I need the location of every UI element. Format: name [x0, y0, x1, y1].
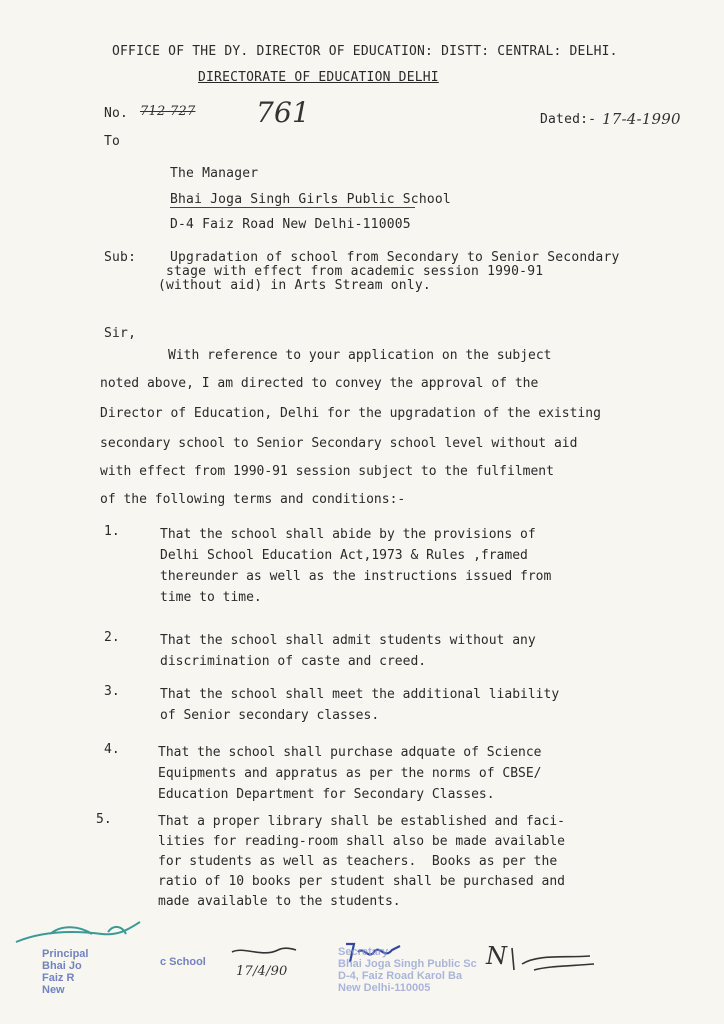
ref-no-struck: 712-727 — [140, 104, 196, 119]
subject-line-3: (without aid) in Arts Stream only. — [158, 278, 431, 293]
directorate-heading: DIRECTORATE OF EDUCATION DELHI — [198, 70, 439, 85]
condition-number: 5. — [96, 812, 112, 827]
handwritten-scribble — [508, 944, 598, 974]
body-line: with effect from 1990-91 session subject to the fulfilment — [100, 464, 554, 479]
subject-label: Sub: — [104, 250, 137, 265]
ref-no-label: No. — [104, 106, 129, 121]
handwritten-date: 17/4/90 — [236, 964, 288, 979]
principal-signature — [10, 912, 150, 952]
body-line: secondary school to Senior Secondary school level without aid — [100, 436, 578, 451]
addressee-line-1: The Manager — [170, 166, 259, 181]
principal-stamp: Principal Bhai Jo Faiz R New — [42, 948, 89, 996]
addressee-line-3: D-4 Faiz Road New Delhi-110005 — [170, 217, 411, 232]
body-line: of the following terms and conditions:- — [100, 492, 406, 507]
dated-value: 17-4-1990 — [602, 110, 681, 128]
condition-text: That the school shall abide by the provisions of Delhi School Education Act,1973 & Rules ,framed thereunder as well as the instructions issued from time to time. — [160, 527, 552, 605]
handwritten-initial: N — [486, 942, 508, 970]
to-label: To — [104, 134, 121, 149]
body-line: With reference to your application on the subject — [168, 348, 552, 363]
ref-no-handwritten: 761 — [256, 96, 311, 129]
condition-number: 3. — [104, 684, 120, 699]
condition-number: 1. — [104, 524, 120, 539]
condition-number: 4. — [104, 742, 120, 757]
addressee-underline — [170, 207, 415, 208]
office-heading: OFFICE OF THE DY. DIRECTOR OF EDUCATION: DISTT: CENTRAL: DELHI. — [112, 44, 618, 59]
subject-line-1: Upgradation of school from Secondary to Senior Secondary — [170, 250, 620, 265]
dated-label: Dated:- — [540, 112, 597, 127]
condition-text: That a proper library shall be established and faci- lities for reading-room shall also be made available for students as well as teachers. Books as per the ratio of 10 books per student shall be purchased and made available to the students. — [158, 814, 565, 909]
subject-line-2: stage with effect from academic session 1990-91 — [166, 264, 544, 279]
condition-text: That the school shall purchase adquate of Science Equipments and appratus as per the norms of CBSE/ Education Department for Secondary Classes. — [158, 745, 542, 802]
addressee-line-2: Bhai Joga Singh Girls Public School — [170, 192, 451, 207]
salutation: Sir, — [104, 326, 137, 341]
receiver-signature — [228, 944, 298, 964]
condition-text: That the school shall admit students without any discrimination of caste and creed. — [160, 633, 536, 669]
body-line: noted above, I am directed to convey the approval of the — [100, 376, 539, 391]
body-line: Director of Education, Delhi for the upgradation of the existing — [100, 406, 601, 421]
principal-stamp-school: c School — [160, 956, 206, 968]
condition-text: That the school shall meet the additional liability of Senior secondary classes. — [160, 687, 560, 723]
secretary-stamp: Secretary Bhai Joga Singh Public Sc D-4, Faiz Road Karol Ba New Delhi-110005 — [338, 946, 477, 994]
condition-number: 2. — [104, 630, 120, 645]
